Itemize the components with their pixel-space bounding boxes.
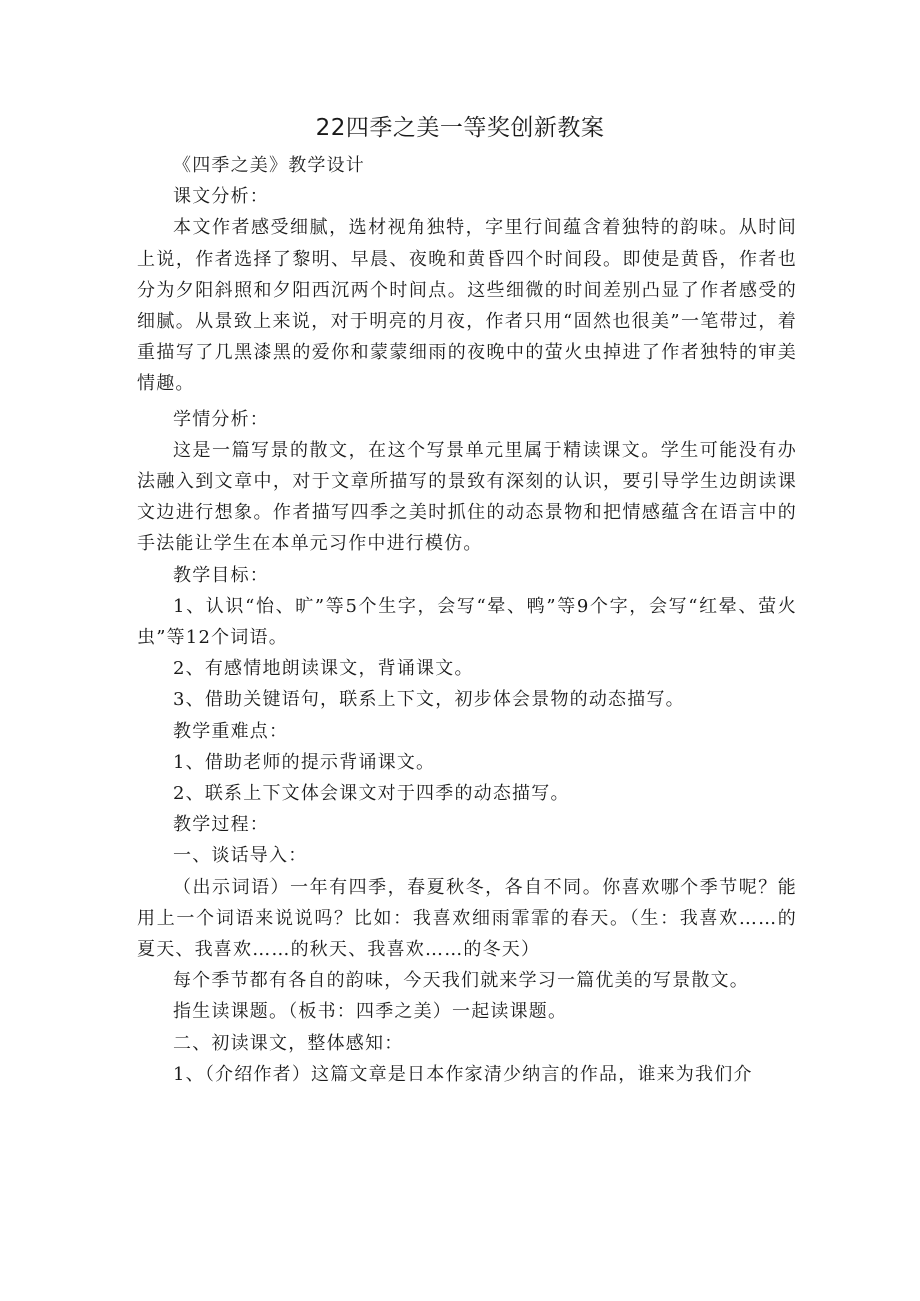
list-item-goal-3: 3、借助关键语句，联系上下文，初步体会景物的动态描写。	[173, 689, 685, 711]
document-title: 22四季之美一等奖创新教案	[315, 115, 605, 141]
list-item-key-point-1: 1、借助老师的提示背诵课文。	[173, 751, 436, 773]
document-body	[137, 150, 797, 1090]
heading-teaching-goals: 教学目标：	[173, 564, 269, 586]
heading-key-points: 教学重难点：	[173, 720, 289, 742]
heading-step-2: 二、初读课文，整体感知：	[173, 1032, 404, 1054]
heading-text-analysis: 课文分析：	[173, 186, 269, 208]
paragraph-step-1-intro: （出示词语）一年有四季，春夏秋冬，各自不同。你喜欢哪个季节呢？能用上一个词语来说说吗？比如：我喜欢细雨霏霏的春天。（生：我喜欢……的夏天、我喜欢……的秋天、我喜欢……的冬天）	[137, 876, 797, 961]
paragraph-subtitle: 《四季之美》教学设计	[173, 155, 365, 176]
paragraph-step-1-transition: 每个季节都有各自的韵味，今天我们就来学习一篇优美的写景散文。	[173, 970, 749, 992]
heading-teaching-process: 教学过程：	[173, 814, 269, 836]
list-item-goal-2: 2、有感情地朗读课文，背诵课文。	[173, 658, 474, 680]
heading-student-analysis: 学情分析：	[173, 408, 269, 430]
list-item-key-point-2: 2、联系上下文体会课文对于四季的动态描写。	[173, 783, 570, 805]
paragraph-step-1-title-reading: 指生读课题。（板书：四季之美）一起读课题。	[173, 1001, 568, 1023]
list-item-goal-1: 1、认识“怡、旷”等5个生字，会写“晕、鸭”等9个字，会写“红晕、萤火虫”等12个词语。	[137, 595, 797, 649]
paragraph-text-analysis: 本文作者感受细腻，选材视角独特，字里行间蕴含着独特的韵味。从时间上说，作者选择了黎明、早晨、夜晚和黄昏四个时间段。即使是黄昏，作者也分为夕阳斜照和夕阳西沉两个时间点。这些细微的时间差别凸显了作者感受的细腻。从景致上来说，对于明亮的月夜，作者只用“固然也很美”一笔带过，着重描写了几黑漆黑的爱你和蒙蒙细雨的夜晚中的萤火虫掉进了作者独特的审美情趣。	[137, 217, 797, 395]
paragraph-student-analysis: 这是一篇写景的散文，在这个写景单元里属于精读课文。学生可能没有办法融入到文章中，对于文章所描写的景致有深刻的认识，要引导学生边朗读课文边进行想象。作者描写四季之美时抓住的动态景物和把情感蕴含在语言中的手法能让学生在本单元习作中进行模仿。	[137, 439, 797, 555]
paragraph-step-2-author: 1、（介绍作者）这篇文章是日本作家清少纳言的作品，谁来为我们介	[173, 1063, 753, 1085]
heading-step-1: 一、谈话导入：	[173, 845, 308, 867]
